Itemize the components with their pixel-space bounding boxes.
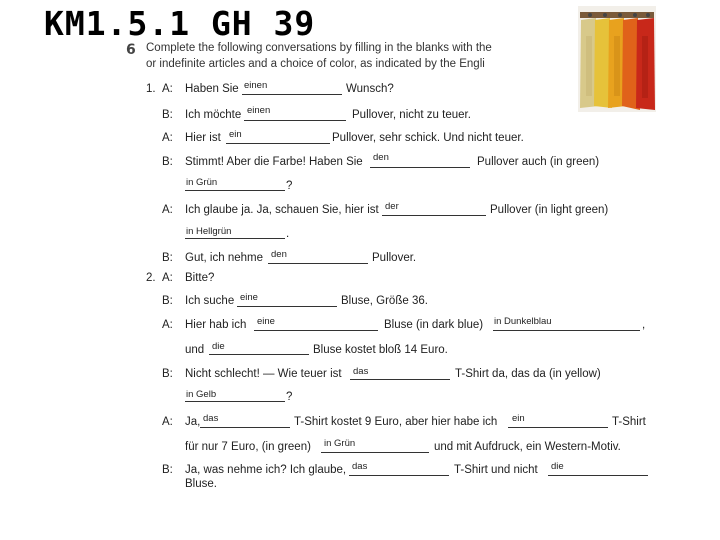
sentence-text: Haben Sie: [185, 83, 239, 95]
blank-line[interactable]: [242, 94, 342, 95]
speaker-label: B:: [162, 464, 173, 476]
sentence-text: T-Shirt da, das da (in yellow): [455, 368, 601, 380]
blank-line[interactable]: [349, 475, 449, 476]
sentence-text: und: [185, 344, 205, 356]
sentence-text: Ich glaube ja. Ja, schauen Sie, hier ist: [185, 204, 379, 216]
sentence-text: T-Shirt: [612, 416, 646, 428]
sentence-text: Bluse kostet bloß 14 Euro.: [313, 344, 448, 356]
sentence-text: ,: [642, 319, 646, 331]
handwritten-answer: den: [271, 249, 287, 260]
sentence-text: und mit Aufdruck, ein Western-Motiv.: [434, 441, 621, 453]
sentence-text: Pullover, sehr schick. Und nicht teuer.: [332, 132, 524, 144]
blank-line[interactable]: [548, 475, 648, 476]
speaker-label: A:: [162, 319, 173, 331]
handwritten-answer: in Grün: [186, 177, 218, 188]
blank-line[interactable]: [237, 306, 337, 307]
sentence-text: Bluse (in dark blue): [384, 319, 484, 331]
sentence-text: Bitte?: [185, 272, 215, 284]
speaker-label: B:: [162, 368, 173, 380]
speaker-label: B:: [162, 109, 173, 121]
blank-line[interactable]: [200, 427, 290, 428]
sentence-text: Wunsch?: [346, 83, 394, 95]
blank-line[interactable]: [370, 167, 470, 168]
blank-line[interactable]: [254, 330, 378, 331]
speaker-label: A:: [162, 204, 173, 216]
sentence-text: T-Shirt kostet 9 Euro, aber hier habe ich: [294, 416, 498, 428]
sentence-text: T-Shirt und nicht: [454, 464, 538, 476]
speaker-label: B:: [162, 156, 173, 168]
speaker-label: A:: [162, 83, 173, 95]
conv2-number: 2.: [146, 272, 156, 284]
speaker-label: B:: [162, 252, 173, 264]
slide-title: KM1.5.1 GH 39: [44, 4, 316, 43]
handwritten-answer: einen: [247, 105, 271, 116]
sentence-text: Gut, ich nehme: [185, 252, 263, 264]
sentence-text: ?: [286, 180, 293, 192]
speaker-label: A:: [162, 272, 173, 284]
blank-line[interactable]: [185, 238, 285, 239]
handwritten-answer: den: [373, 152, 389, 163]
instructions-line-2: or indefinite articles and a choice of color, as indicated by the Engli: [146, 58, 485, 70]
sentence-text: Bluse, Größe 36.: [341, 295, 428, 307]
sentence-text: Pullover.: [372, 252, 417, 264]
sentence-text: ?: [286, 391, 293, 403]
handwritten-answer: in Gelb: [186, 389, 217, 400]
exercise-number: 6: [126, 42, 136, 58]
handwritten-answer: das: [353, 366, 369, 377]
handwritten-answer: ein: [512, 413, 525, 424]
handwritten-answer: ein: [229, 129, 242, 140]
handwritten-answer: das: [352, 461, 368, 472]
sentence-text: Hier ist: [185, 132, 221, 144]
sentence-text: Pullover auch (in green): [477, 156, 600, 168]
handwritten-answer: in Dunkelblau: [494, 316, 552, 327]
handwritten-answer: der: [385, 201, 399, 212]
conv1-number: 1.: [146, 83, 156, 95]
sentence-text: für nur 7 Euro, (in green): [185, 441, 311, 453]
handwritten-answer: in Grün: [324, 438, 356, 449]
sentence-text: Hier hab ich: [185, 319, 247, 331]
handwritten-answer: das: [203, 413, 219, 424]
blank-line[interactable]: [226, 143, 330, 144]
speaker-label: A:: [162, 416, 173, 428]
sentence-text: Stimmt! Aber die Farbe! Haben Sie: [185, 156, 363, 168]
blank-line[interactable]: [321, 452, 429, 453]
handwritten-answer: in Hellgrün: [186, 226, 232, 237]
instructions-line-1: Complete the following conversations by filling in the blanks with the: [146, 42, 492, 54]
sentence-text: Ja, was nehme ich? Ich glaube,: [185, 464, 347, 476]
handwritten-answer: eine: [257, 316, 275, 327]
blank-line[interactable]: [244, 120, 346, 121]
speaker-label: A:: [162, 132, 173, 144]
sentence-text: Nicht schlecht! — Wie teuer ist: [185, 368, 342, 380]
speaker-label: B:: [162, 295, 173, 307]
handwritten-answer: einen: [244, 80, 268, 91]
sentence-text: Bluse.: [185, 478, 217, 490]
handwritten-answer: die: [551, 461, 564, 472]
blank-line[interactable]: [493, 330, 640, 331]
hanging-sweaters-photo: [578, 6, 656, 112]
sentence-text: Pullover (in light green): [490, 204, 609, 216]
sentence-text: Pullover, nicht zu teuer.: [352, 109, 471, 121]
blank-line[interactable]: [209, 354, 309, 355]
sentence-text: Ich möchte: [185, 109, 242, 121]
blank-line[interactable]: [185, 401, 285, 402]
blank-line[interactable]: [185, 190, 285, 191]
sentence-text: .: [286, 228, 290, 240]
blank-line[interactable]: [350, 379, 450, 380]
sentence-text: Ich suche: [185, 295, 235, 307]
handwritten-answer: eine: [240, 292, 258, 303]
blank-line[interactable]: [268, 263, 368, 264]
sentence-text: Ja,: [185, 416, 201, 428]
handwritten-answer: die: [212, 341, 225, 352]
blank-line[interactable]: [508, 427, 608, 428]
blank-line[interactable]: [382, 215, 486, 216]
